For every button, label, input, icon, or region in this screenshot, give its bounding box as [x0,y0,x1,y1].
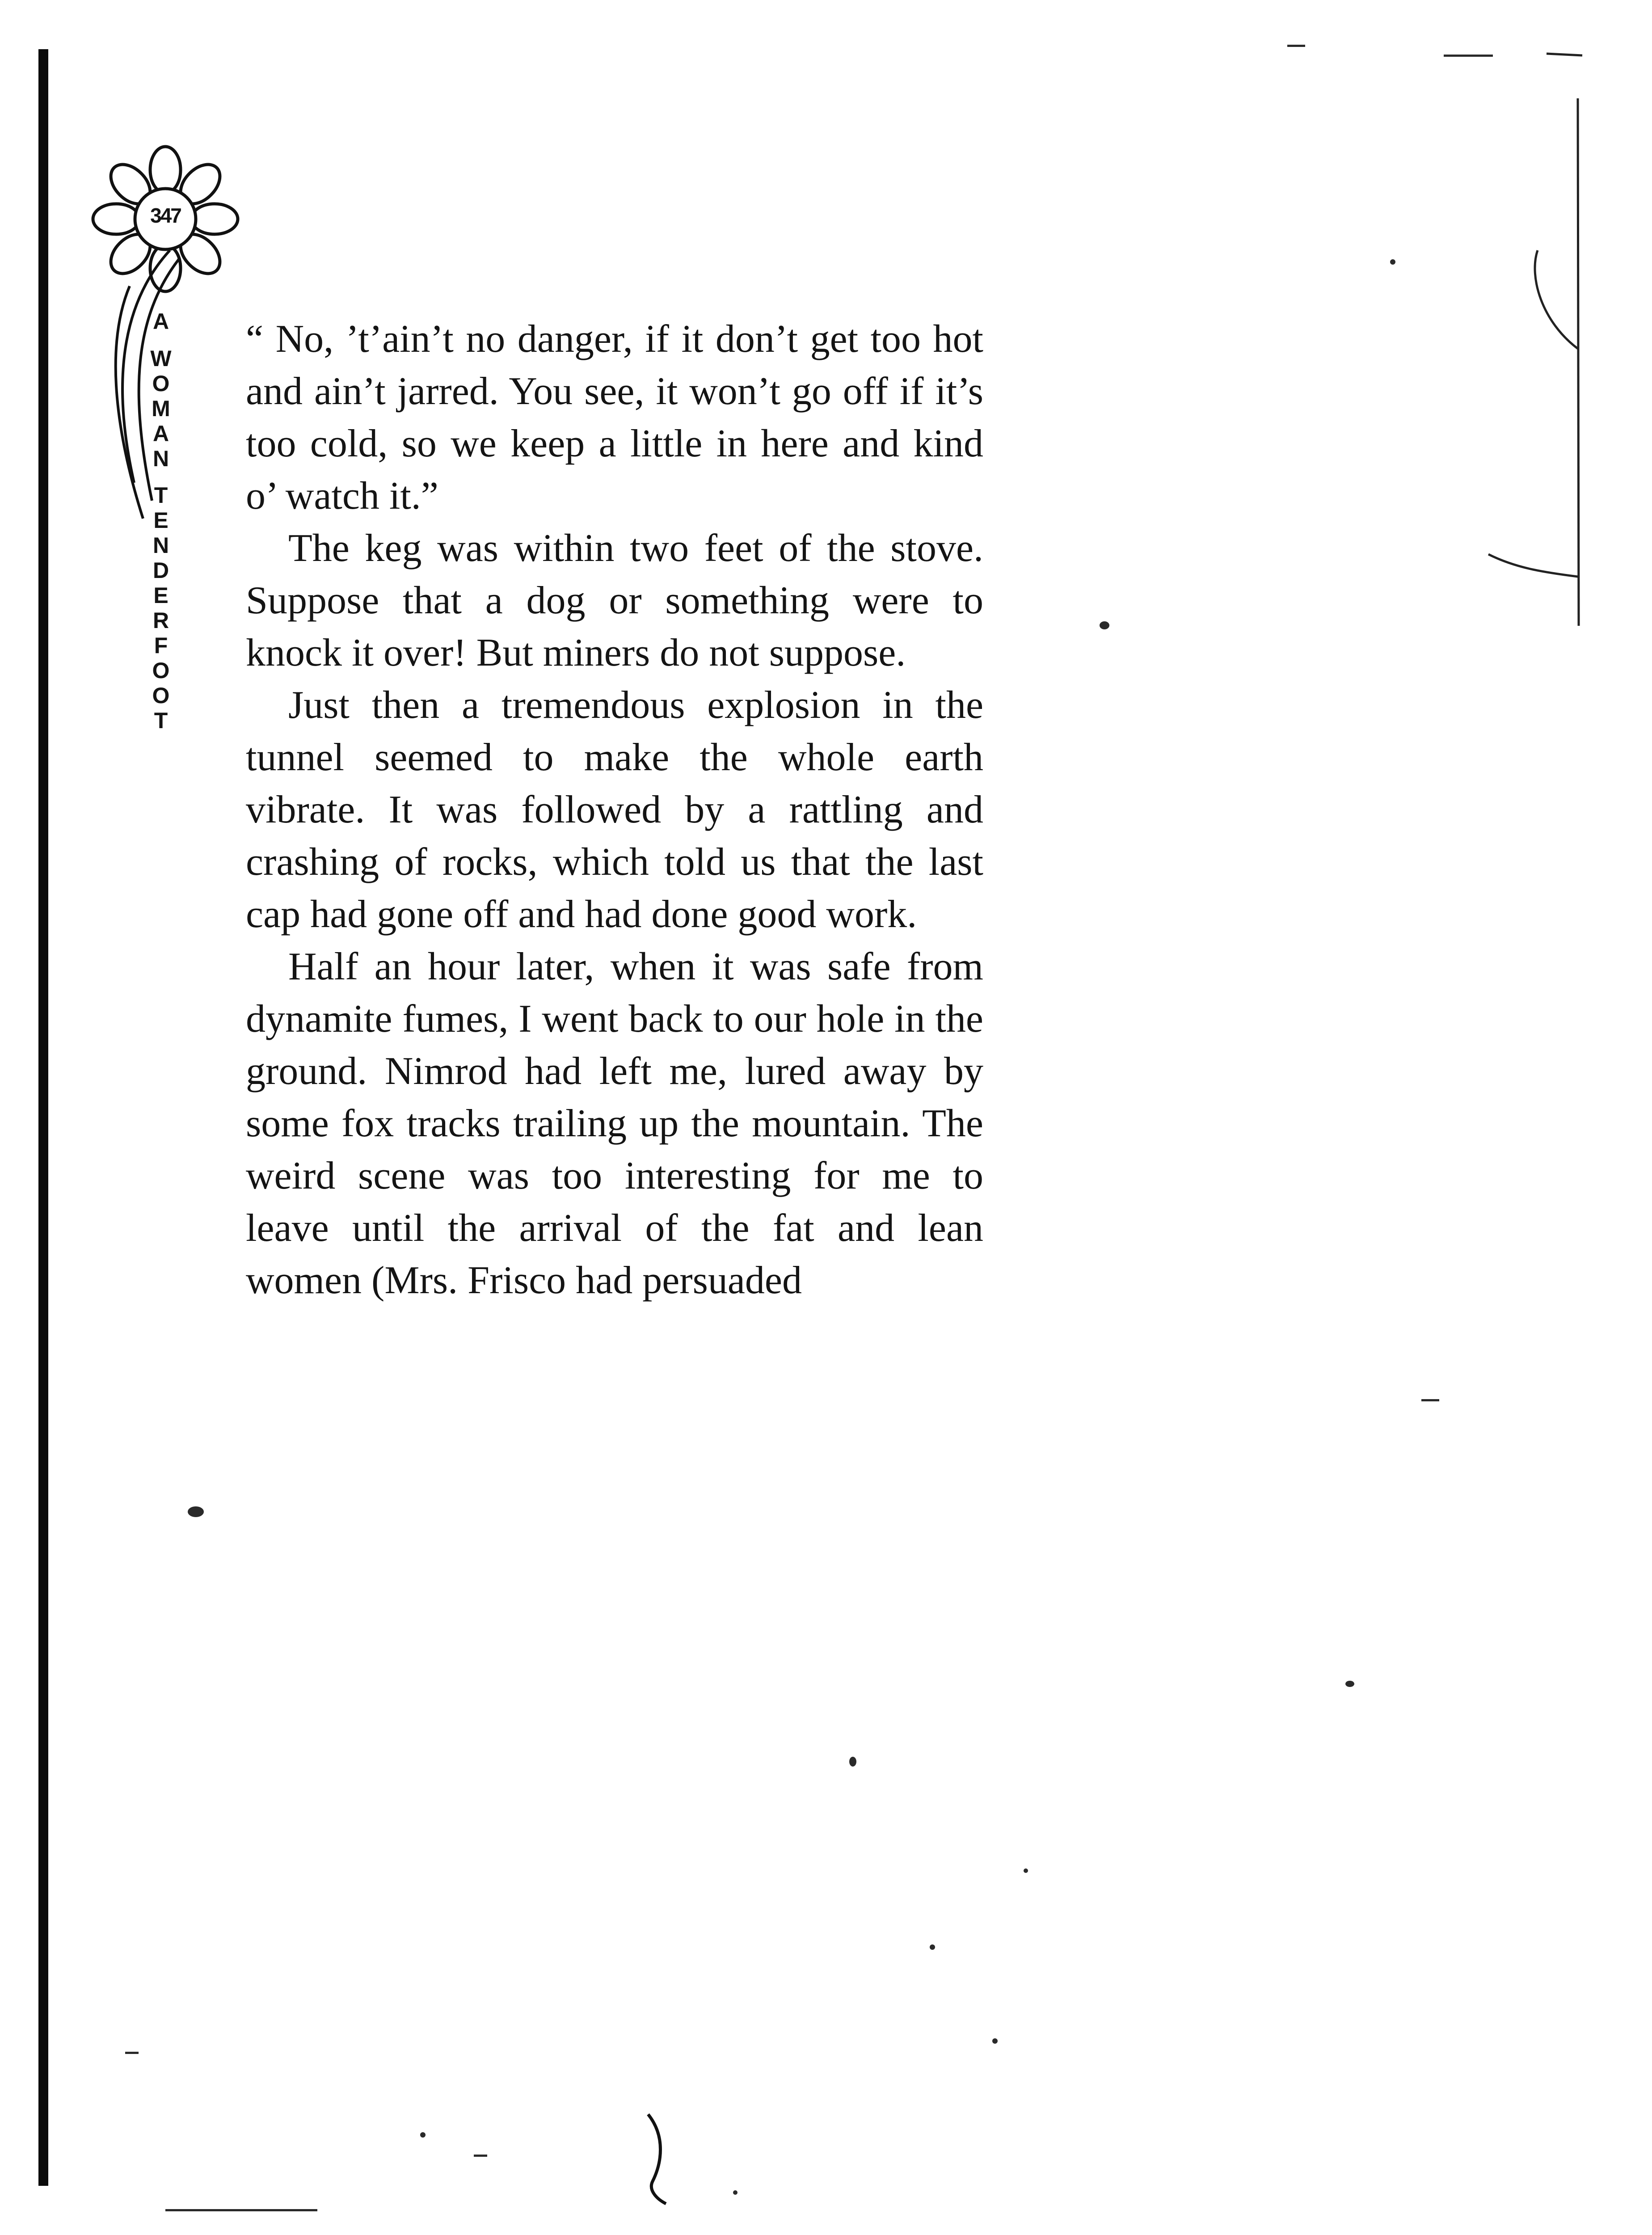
running-title-word-3: TENDERFOOT [148,483,173,733]
body-text [246,313,983,1307]
paragraph-4: Half an hour later, when it was safe from dynamite fumes, I went back to our hole in the ground. Nimrod had left me, lured away by some fox tracks trailing up the mountain. The weird scene was too interesting for me to leave until the arrival of the fat and lean women (Mrs. Frisco had persuaded [246,945,983,1302]
paragraph-2: The keg was within two feet of the stove. Suppose that a dog or something were to knock it over! But miners do not suppose. [246,527,983,675]
page-spine-shadow [38,49,48,2186]
running-title [143,308,179,733]
scan-edge-marks [1475,45,1591,670]
scan-stray-mark [639,2110,679,2208]
running-title-word-2: WOMAN [148,346,173,471]
running-title-word-1: A [152,309,169,334]
page-number: 347 [150,204,181,227]
paragraph-1: “ No, ’t’ain’t no danger, if it don’t get too hot and ain’t jarred. You see, it won’t go off if it’s too cold, so we keep a little in here and kind o’ watch it.” [246,317,983,518]
paragraph-3: Just then a tremendous explosion in the tunnel seemed to make the whole earth vibrate. It was followed by a rattling and crashing of rocks, which told us that the last cap had gone off and had done good work. [246,683,983,936]
